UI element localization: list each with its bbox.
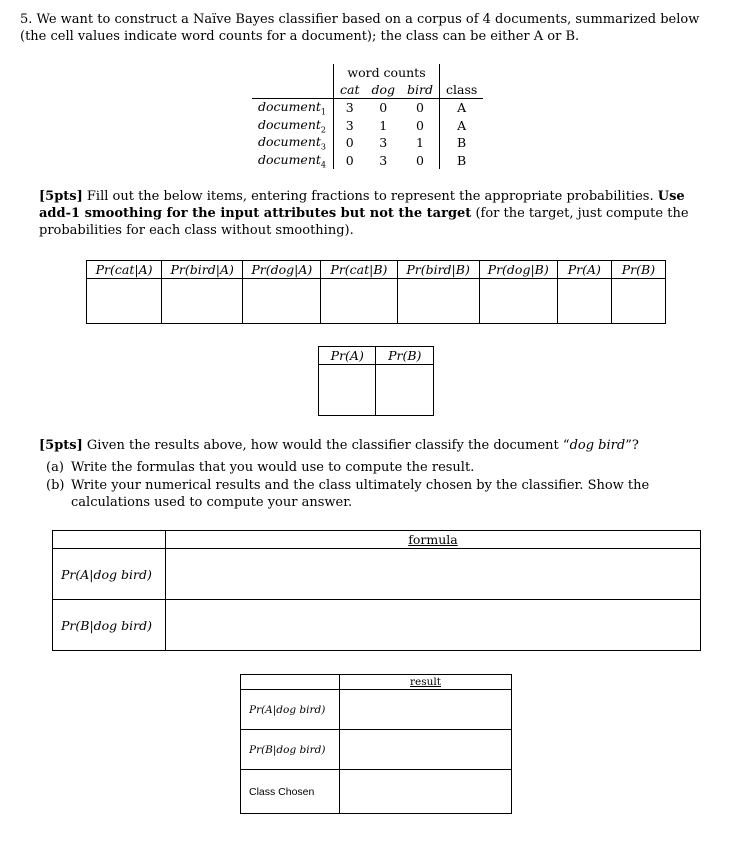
answer-cell-pr-bird-a[interactable] bbox=[162, 279, 243, 324]
cell-class: A bbox=[440, 117, 484, 135]
cell-value: 0 bbox=[379, 100, 388, 116]
formula-answer-cell[interactable] bbox=[166, 600, 701, 651]
part2-doc-text: dog bird bbox=[569, 438, 626, 453]
header-pr-bird-a: Pr(bird|A) bbox=[162, 261, 243, 279]
answer-cell-pr-a[interactable] bbox=[557, 279, 611, 324]
formula-table bbox=[52, 530, 701, 651]
result-row-label: Class Chosen bbox=[241, 770, 340, 814]
cell-class: A bbox=[440, 99, 484, 117]
part2-instructions bbox=[39, 437, 717, 454]
col-header-class: class bbox=[440, 81, 484, 99]
answer-cell-pr-cat-a[interactable] bbox=[87, 279, 162, 324]
part1-instructions bbox=[39, 188, 717, 239]
table-row bbox=[252, 134, 483, 152]
result-row-label: Pr(B|dog bird) bbox=[241, 730, 340, 770]
answer-cell-pr-bird-b[interactable] bbox=[397, 279, 479, 324]
table-row bbox=[252, 152, 483, 170]
item-label-b: (b) bbox=[46, 478, 65, 493]
table-row bbox=[252, 99, 483, 117]
item-text-a: Write the formulas that you would use to compute the result. bbox=[71, 460, 475, 475]
header-pr-dog-a: Pr(dog|A) bbox=[243, 261, 321, 279]
part1-text-b: (for the target, just compute the probabilities for each class without smoothing). bbox=[39, 206, 689, 238]
item-label-a: (a) bbox=[46, 460, 64, 475]
result-answer-cell[interactable] bbox=[340, 730, 512, 770]
result-row-label: Pr(A|dog bird) bbox=[241, 690, 340, 730]
answer-cell-pr-b[interactable] bbox=[611, 279, 665, 324]
part2-text: Given the results above, how would the classifier classify the document “ bbox=[82, 438, 570, 453]
probability-answer-table bbox=[86, 260, 666, 324]
answer-cell-pr-cat-b[interactable] bbox=[321, 279, 397, 324]
header-pr-cat-a: Pr(cat|A) bbox=[87, 261, 162, 279]
formula-row-label: Pr(B|dog bird) bbox=[53, 600, 166, 651]
doc-label: document$_4$ bbox=[258, 151, 326, 169]
cell-value: 3 bbox=[334, 99, 366, 117]
cell-value: 0 bbox=[416, 152, 424, 168]
cell-value: 0 bbox=[416, 100, 424, 116]
part2-item-a bbox=[46, 459, 716, 476]
header-pr-b: Pr(B) bbox=[611, 261, 665, 279]
doc-label: document$_2$ bbox=[258, 116, 326, 134]
formula-header: formula bbox=[408, 532, 458, 547]
question-number: 5. bbox=[20, 12, 33, 27]
header-small-pr-a: Pr(A) bbox=[319, 347, 376, 365]
prior-answer-table bbox=[318, 346, 434, 416]
doc-label: document$_3$ bbox=[258, 134, 326, 152]
cell-value: 1 bbox=[416, 135, 424, 151]
result-answer-cell[interactable] bbox=[340, 690, 512, 730]
header-pr-cat-b: Pr(cat|B) bbox=[321, 261, 397, 279]
table-row bbox=[241, 690, 512, 730]
part1-bold-text: Use add-1 smoothing for the input attributes but not the target bbox=[39, 189, 685, 221]
col-header-bird: bird bbox=[401, 81, 439, 99]
cell-value: 0 bbox=[334, 134, 366, 152]
table-row bbox=[241, 770, 512, 814]
part1-text-a: Fill out the below items, entering fractions to represent the appropriate probabilities. bbox=[82, 189, 658, 204]
item-text-b: Write your numerical results and the class ultimately chosen by the classifier. Show the calculations used to compute your answer. bbox=[71, 478, 650, 510]
table-row bbox=[252, 117, 483, 135]
part2-item-b bbox=[46, 477, 716, 511]
cell-value: 3 bbox=[379, 152, 388, 168]
table-row bbox=[53, 549, 701, 600]
header-pr-a: Pr(A) bbox=[557, 261, 611, 279]
col-header-cat: cat bbox=[334, 81, 366, 99]
word-counts-header: word counts bbox=[334, 64, 440, 81]
answer-cell-pr-dog-b[interactable] bbox=[479, 279, 557, 324]
result-header: result bbox=[410, 676, 441, 688]
cell-class: B bbox=[440, 134, 484, 152]
cell-class: B bbox=[440, 152, 484, 170]
cell-value: 1 bbox=[379, 117, 388, 133]
doc-label: document$_1$ bbox=[258, 99, 326, 117]
word-count-table bbox=[252, 64, 483, 169]
cell-value: 3 bbox=[334, 117, 366, 135]
part1-points: [5pts] bbox=[39, 189, 83, 204]
part2-text-end: ”? bbox=[625, 438, 639, 453]
cell-value: 0 bbox=[416, 117, 424, 133]
result-table bbox=[240, 674, 512, 814]
answer-cell-small-pr-b[interactable] bbox=[376, 365, 434, 416]
formula-answer-cell[interactable] bbox=[166, 549, 701, 600]
cell-value: 0 bbox=[334, 152, 366, 170]
header-pr-bird-b: Pr(bird|B) bbox=[397, 261, 479, 279]
table-row bbox=[53, 600, 701, 651]
question-text: We want to construct a Naïve Bayes classifier based on a corpus of 4 documents, summarized below (the cell values indicate word counts for a document); the class can be either A or B. bbox=[20, 12, 700, 44]
answer-cell-pr-dog-a[interactable] bbox=[243, 279, 321, 324]
answer-cell-small-pr-a[interactable] bbox=[319, 365, 376, 416]
table-row bbox=[241, 730, 512, 770]
col-header-dog: dog bbox=[365, 81, 401, 99]
part2-points: [5pts] bbox=[39, 438, 83, 453]
formula-row-label: Pr(A|dog bird) bbox=[53, 549, 166, 600]
header-small-pr-b: Pr(B) bbox=[376, 347, 434, 365]
cell-value: 3 bbox=[379, 135, 388, 151]
header-pr-dog-b: Pr(dog|B) bbox=[479, 261, 557, 279]
question-intro bbox=[20, 11, 720, 45]
result-answer-cell[interactable] bbox=[340, 770, 512, 814]
